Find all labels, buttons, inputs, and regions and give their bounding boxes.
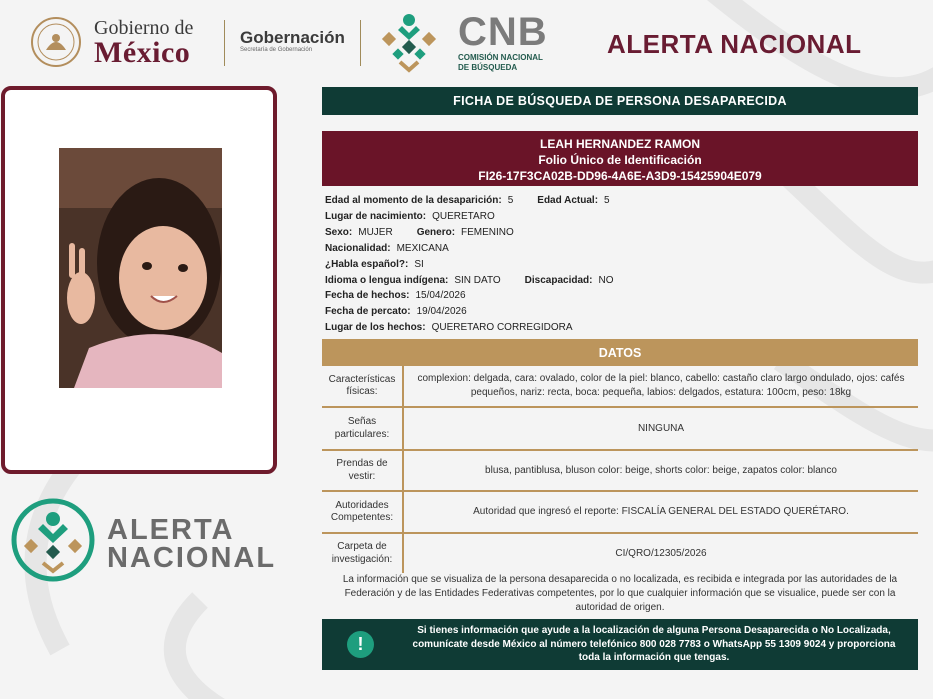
nacimiento-label: Lugar de nacimiento: xyxy=(325,210,427,222)
prendas-label: Prendas de vestir: xyxy=(322,451,404,490)
national-seal-icon xyxy=(30,16,82,68)
person-name: LEAH HERNANDEZ RAMON xyxy=(540,137,700,151)
info-row xyxy=(325,241,637,257)
senas-value: NINGUNA xyxy=(637,422,685,434)
gobierno-line1: Gobierno de xyxy=(94,17,194,39)
autoridades-label: Autoridades Competentes: xyxy=(322,492,404,532)
idioma-value: SIN DATO xyxy=(454,274,501,286)
edad-desap-value: 5 xyxy=(507,195,514,206)
autoridades-value: Autoridad que ingresó el reporte: FISCALÍA GENERAL DEL ESTADO QUERÉTARO. xyxy=(473,506,849,517)
datos-heading: DATOS xyxy=(322,339,918,366)
info-row xyxy=(325,304,637,320)
gobernacion-subtitle: Secretaría de Gobernación xyxy=(240,47,313,53)
header-divider xyxy=(360,20,361,66)
header-divider xyxy=(224,20,225,66)
gobierno-line2: México xyxy=(94,36,191,69)
fecha-percato-value: 19/04/2026 xyxy=(416,306,467,318)
nacionalidad-value: MEXICANA xyxy=(396,242,449,254)
carpeta-label: Carpeta de investigación: xyxy=(322,534,404,573)
cnb-subtitle xyxy=(458,53,543,73)
cnb-subtitle-line2: DE BÚSQUEDA xyxy=(458,63,518,72)
person-photo-illustration xyxy=(59,148,222,388)
senas-label: Señas particulares: xyxy=(322,408,404,449)
info-row xyxy=(325,193,637,209)
info-row xyxy=(325,273,637,289)
espanol-value: SI xyxy=(414,258,424,270)
cnb-title: CNB xyxy=(458,10,548,54)
table-row xyxy=(322,534,918,573)
table-row xyxy=(322,366,918,408)
idioma-label: Idioma o lengua indígena: xyxy=(325,274,449,286)
prendas-value: blusa, pantiblusa, bluson color: beige, shorts color: beige, zapatos color: blanco xyxy=(485,464,837,476)
alerta-brand-line1: ALERTA xyxy=(107,514,235,546)
info-row xyxy=(325,257,637,273)
table-row xyxy=(322,492,918,534)
nacionalidad-label: Nacionalidad: xyxy=(325,242,391,254)
info-row xyxy=(325,209,637,225)
datos-table xyxy=(322,366,918,573)
info-row xyxy=(325,288,637,304)
ficha-title: FICHA DE BÚSQUEDA DE PERSONA DESAPARECIDA xyxy=(322,87,918,115)
person-header xyxy=(322,131,918,186)
info-row xyxy=(325,225,637,241)
alert-icon: ! xyxy=(347,631,374,658)
carpeta-value: CI/QRO/12305/2026 xyxy=(615,547,707,559)
table-row xyxy=(322,408,918,451)
fecha-percato-label: Fecha de percato: xyxy=(325,306,411,318)
sexo-label: Sexo: xyxy=(325,226,353,238)
folio-label: Folio Único de Identificación xyxy=(538,153,702,167)
alerta-brand-line2: NACIONAL xyxy=(107,542,277,574)
disclaimer-text: La información que se visualiza de la persona desaparecida o no localizada, es recibida e integrada por las autoridades de la Federación y de las Entidades Federativas competentes, por lo que cualquier información que se visualice, puede ser con la autoridad de origen. xyxy=(342,574,898,613)
person-photo xyxy=(59,148,222,388)
cnb-logo-icon xyxy=(376,10,442,74)
espanol-label: ¿Habla español?: xyxy=(325,258,409,270)
person-info xyxy=(325,193,637,336)
alerta-nacional-heading: ALERTA NACIONAL xyxy=(607,29,862,59)
alerta-nacional-logo-icon xyxy=(10,497,96,583)
info-row xyxy=(325,320,637,336)
edad-desap-label: Edad al momento de la desaparición: xyxy=(325,195,502,206)
lugar-hechos-value: QUERETARO CORREGIDORA xyxy=(431,322,573,334)
table-row xyxy=(322,451,918,492)
nacimiento-value: QUERETARO xyxy=(432,210,495,222)
lugar-hechos-label: Lugar de los hechos: xyxy=(325,322,426,334)
genero-value: FEMENINO xyxy=(461,226,514,238)
edad-actual-value: 5 xyxy=(604,195,610,206)
sexo-value: MUJER xyxy=(358,226,393,238)
fecha-hechos-label: Fecha de hechos: xyxy=(325,290,410,302)
folio-value: FI26-17F3CA02B-DD96-4A6E-A3D9-15425904E079 xyxy=(478,169,762,183)
gobernacion-logo: Gobernación xyxy=(240,28,345,47)
genero-label: Genero: xyxy=(416,226,456,238)
cnb-subtitle-line1: COMISIÓN NACIONAL xyxy=(458,53,543,62)
footer-banner xyxy=(322,619,918,670)
discapacidad-value: NO xyxy=(598,274,614,286)
fecha-hechos-value: 15/04/2026 xyxy=(415,290,466,302)
footer-text: Si tienes información que ayude a la localización de alguna Persona Desaparecida o No Localizada, comunícate desde México al número telefónico 800 028 7783 o WhatsApp 55 1309 9024 y proporciona toda la información que tengas. xyxy=(412,625,896,664)
caracteristicas-value: complexion: delgada, cara: ovalado, color de la piel: blanco, cabello: castaño claro largo ondulado, ojos: cafés pequeños, nariz: recta, boca: pequeña, labios: delgados, estatura: 100cm, peso: 18kg xyxy=(417,373,905,398)
edad-actual-label: Edad Actual: xyxy=(537,195,599,206)
caracteristicas-label: Características físicas: xyxy=(322,366,404,406)
discapacidad-label: Discapacidad: xyxy=(524,274,593,286)
